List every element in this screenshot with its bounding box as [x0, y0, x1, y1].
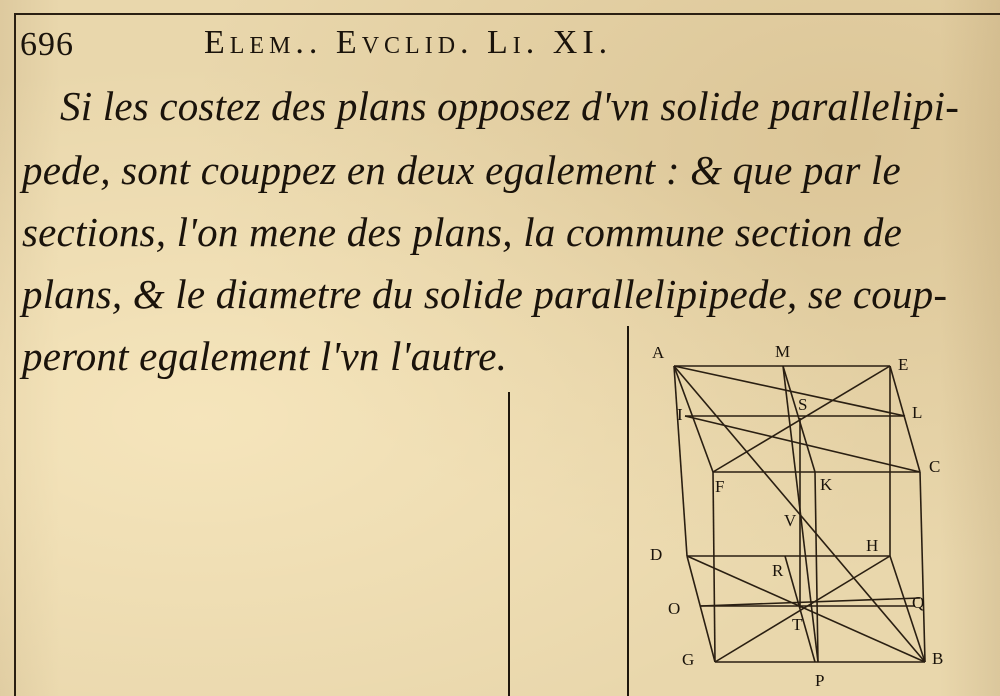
label-b: B: [932, 649, 944, 668]
label-r: R: [772, 561, 784, 580]
label-g: G: [682, 650, 695, 669]
proposition-line-1: Si les costez des plans opposez d'vn solide parallelipi-: [60, 83, 960, 129]
label-d: D: [650, 545, 663, 564]
label-c: C: [929, 457, 941, 476]
label-m: M: [775, 342, 791, 361]
label-h: H: [866, 536, 879, 555]
label-t: T: [792, 615, 803, 634]
label-f: F: [715, 477, 725, 496]
label-p: P: [815, 671, 825, 690]
label-e: E: [898, 355, 909, 374]
label-a: A: [652, 343, 665, 362]
label-s: S: [798, 395, 808, 414]
page-number: 696: [20, 26, 74, 63]
label-i: I: [677, 405, 683, 424]
running-head: Elem.. Evclid. Li. XI.: [204, 24, 613, 61]
label-v: V: [784, 511, 797, 530]
proposition-line-5: peront egalement l'vn l'autre.: [22, 333, 508, 379]
label-q: Q: [912, 593, 925, 612]
proposition-line-3: sections, l'on mene des plans, la commune section de: [22, 209, 902, 255]
label-o: O: [668, 599, 681, 618]
label-l: L: [912, 403, 923, 422]
proposition-line-2: pede, sont couppez en deux egalement : & que par le: [22, 147, 901, 193]
label-k: K: [820, 475, 833, 494]
proposition-line-4: plans, & le diametre du solide parallelipipede, se coup-: [22, 271, 948, 317]
